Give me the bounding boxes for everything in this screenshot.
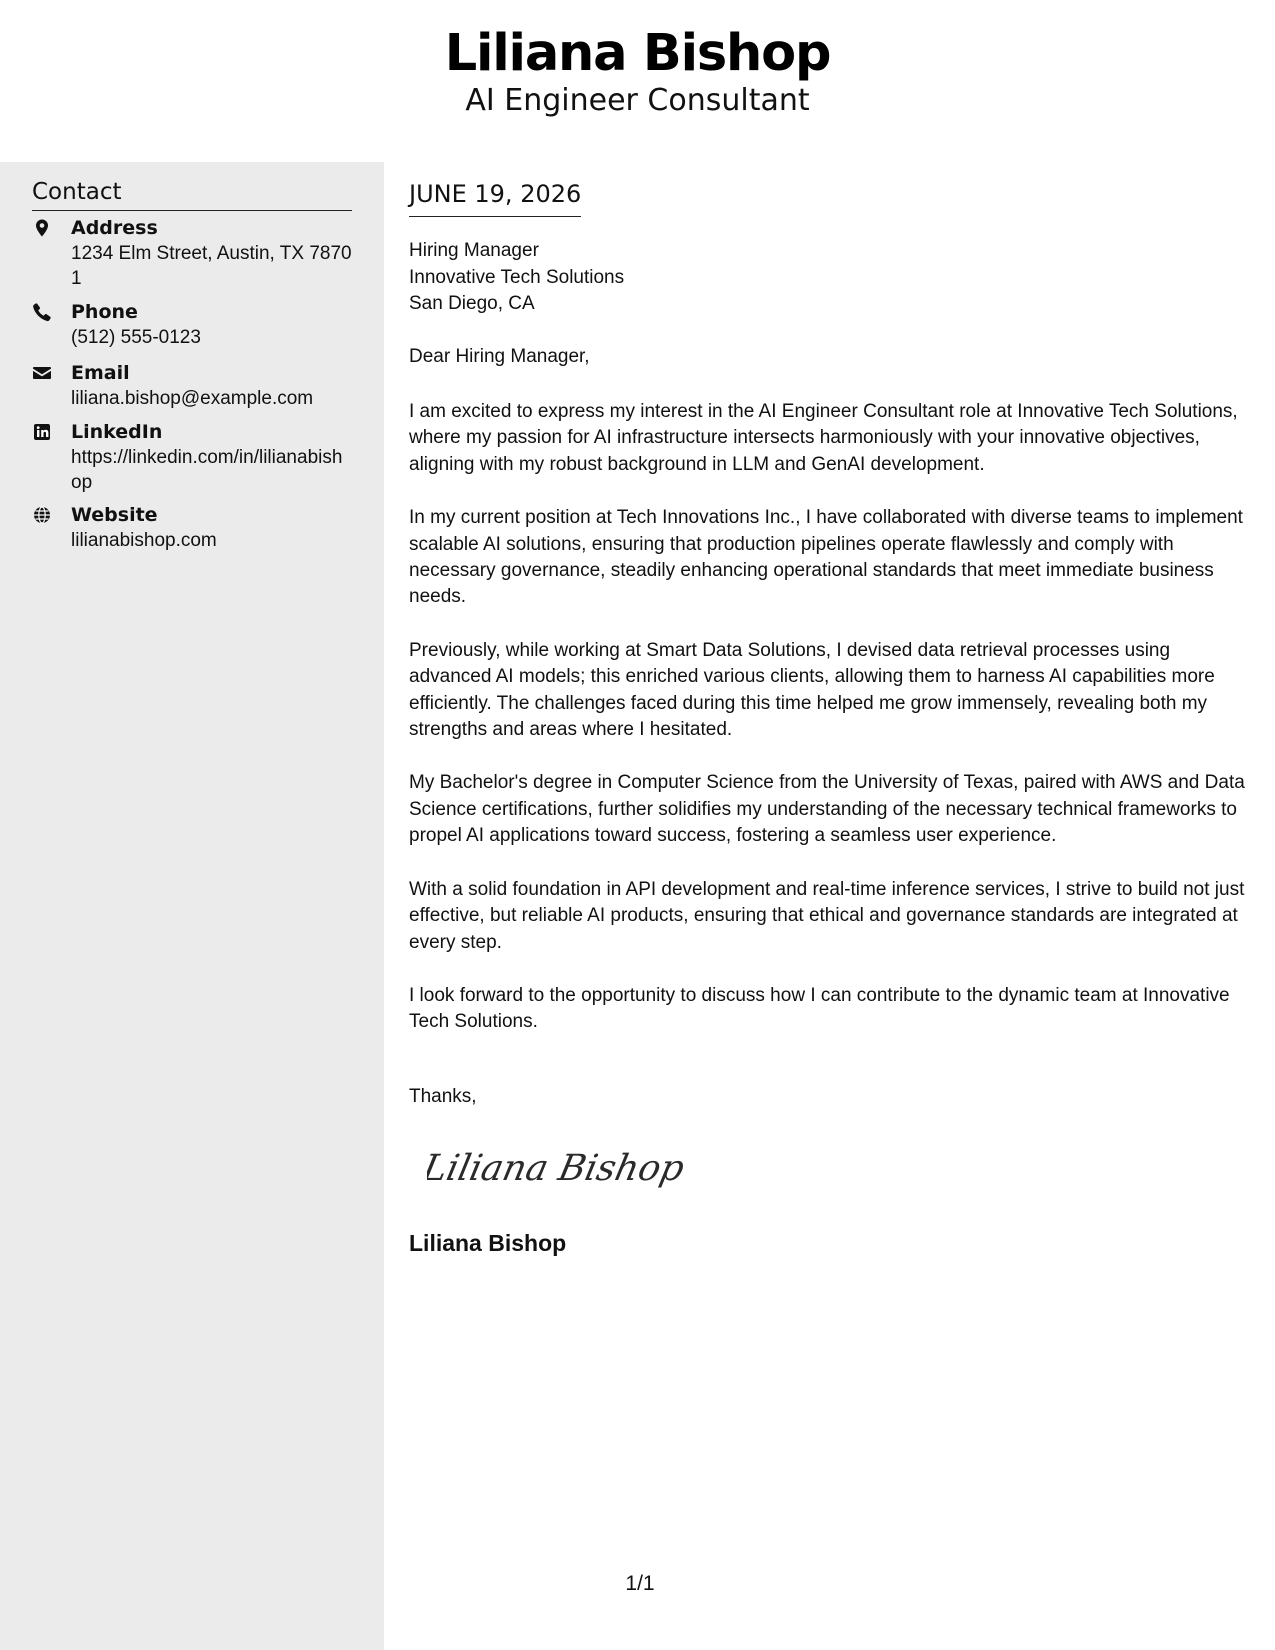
contact-item-email — [32, 361, 352, 411]
paragraph: Previously, while working at Smart Data Solutions, I devised data retrieval processes using advanced AI models; this enriched various clients, allowing them to harness AI capabilities more efficiently. The challenges faced during this time helped me grow immensely, revealing both my strengths and areas where I hesitated. — [409, 639, 1215, 741]
contact-sidebar — [0, 162, 384, 1650]
recipient-line: San Diego, CA — [409, 293, 535, 314]
paragraph: I am excited to express my interest in the AI Engineer Consultant role at Innovative Tech Solutions, where my passion for AI infrastructure intersects harmoniously with your innovative objectives, aligning with my robust background in LLM and GenAI development. — [409, 401, 1238, 475]
letter-paragraphs — [409, 399, 1255, 1063]
paragraph: I look forward to the opportunity to discuss how I can contribute to the dynamic team at Innovative Tech Solutions. — [409, 984, 1230, 1033]
page-number: 1/1 — [625, 1572, 655, 1595]
envelope-icon — [32, 363, 54, 385]
handwritten-signature — [427, 1132, 687, 1202]
recipient-line: Hiring Manager — [409, 240, 539, 261]
contact-item-address — [32, 216, 352, 291]
contact-label: Email — [71, 362, 130, 384]
paragraph: My Bachelor's degree in Computer Science from the University of Texas, paired with AWS and Data Science certifications, further solidifies my understanding of the necessary technical frameworks to propel AI applications toward success, fostering a seamless user experience. — [409, 772, 1245, 847]
contact-heading: Contact — [32, 176, 352, 211]
contact-item-linkedin — [32, 420, 352, 495]
contact-value: 1234 Elm Street, Austin, TX 78701 — [71, 243, 352, 289]
contact-label: LinkedIn — [71, 421, 163, 443]
phone-icon — [32, 302, 54, 324]
contact-item-website — [32, 503, 352, 553]
globe-icon — [32, 505, 54, 527]
applicant-name: Liliana Bishop — [444, 24, 831, 83]
contact-value: (512) 555-0123 — [71, 327, 201, 348]
letter-date: JUNE 19, 2026 — [409, 178, 581, 217]
contact-item-phone — [32, 300, 352, 350]
recipient-block — [409, 238, 624, 318]
greeting: Dear Hiring Manager, — [409, 346, 590, 367]
contact-value[interactable]: https://linkedin.com/in/lilianabishop — [71, 447, 343, 493]
closing: Thanks, — [409, 1086, 477, 1107]
contact-label: Website — [71, 504, 158, 526]
contact-label: Address — [71, 217, 158, 239]
contact-value[interactable]: lilianabishop.com — [71, 530, 217, 551]
letter-header — [0, 0, 1275, 162]
recipient-line: Innovative Tech Solutions — [409, 266, 625, 288]
signature-text: Liliana Bishop — [427, 1146, 687, 1189]
paragraph: With a solid foundation in API development and real-time inference services, I strive to build not just effective, but reliable AI products, ensuring that ethical and governance standards are integrated at every step. — [409, 878, 1245, 953]
map-pin-icon — [32, 218, 54, 240]
contact-value[interactable]: liliana.bishop@example.com — [71, 388, 314, 409]
svg-text:Liliana Bishop — [427, 1146, 687, 1189]
contact-label: Phone — [71, 301, 138, 323]
applicant-role: AI Engineer Consultant — [465, 83, 810, 118]
paragraph: In my current position at Tech Innovations Inc., I have collaborated with diverse teams to implement scalable AI solutions, ensuring that production pipelines operate flawlessly and comply with necessary governance, steadily enhancing operational standards that meet immediate business needs. — [409, 507, 1243, 608]
signer-name: Liliana Bishop — [409, 1230, 567, 1256]
linkedin-icon — [32, 422, 54, 444]
